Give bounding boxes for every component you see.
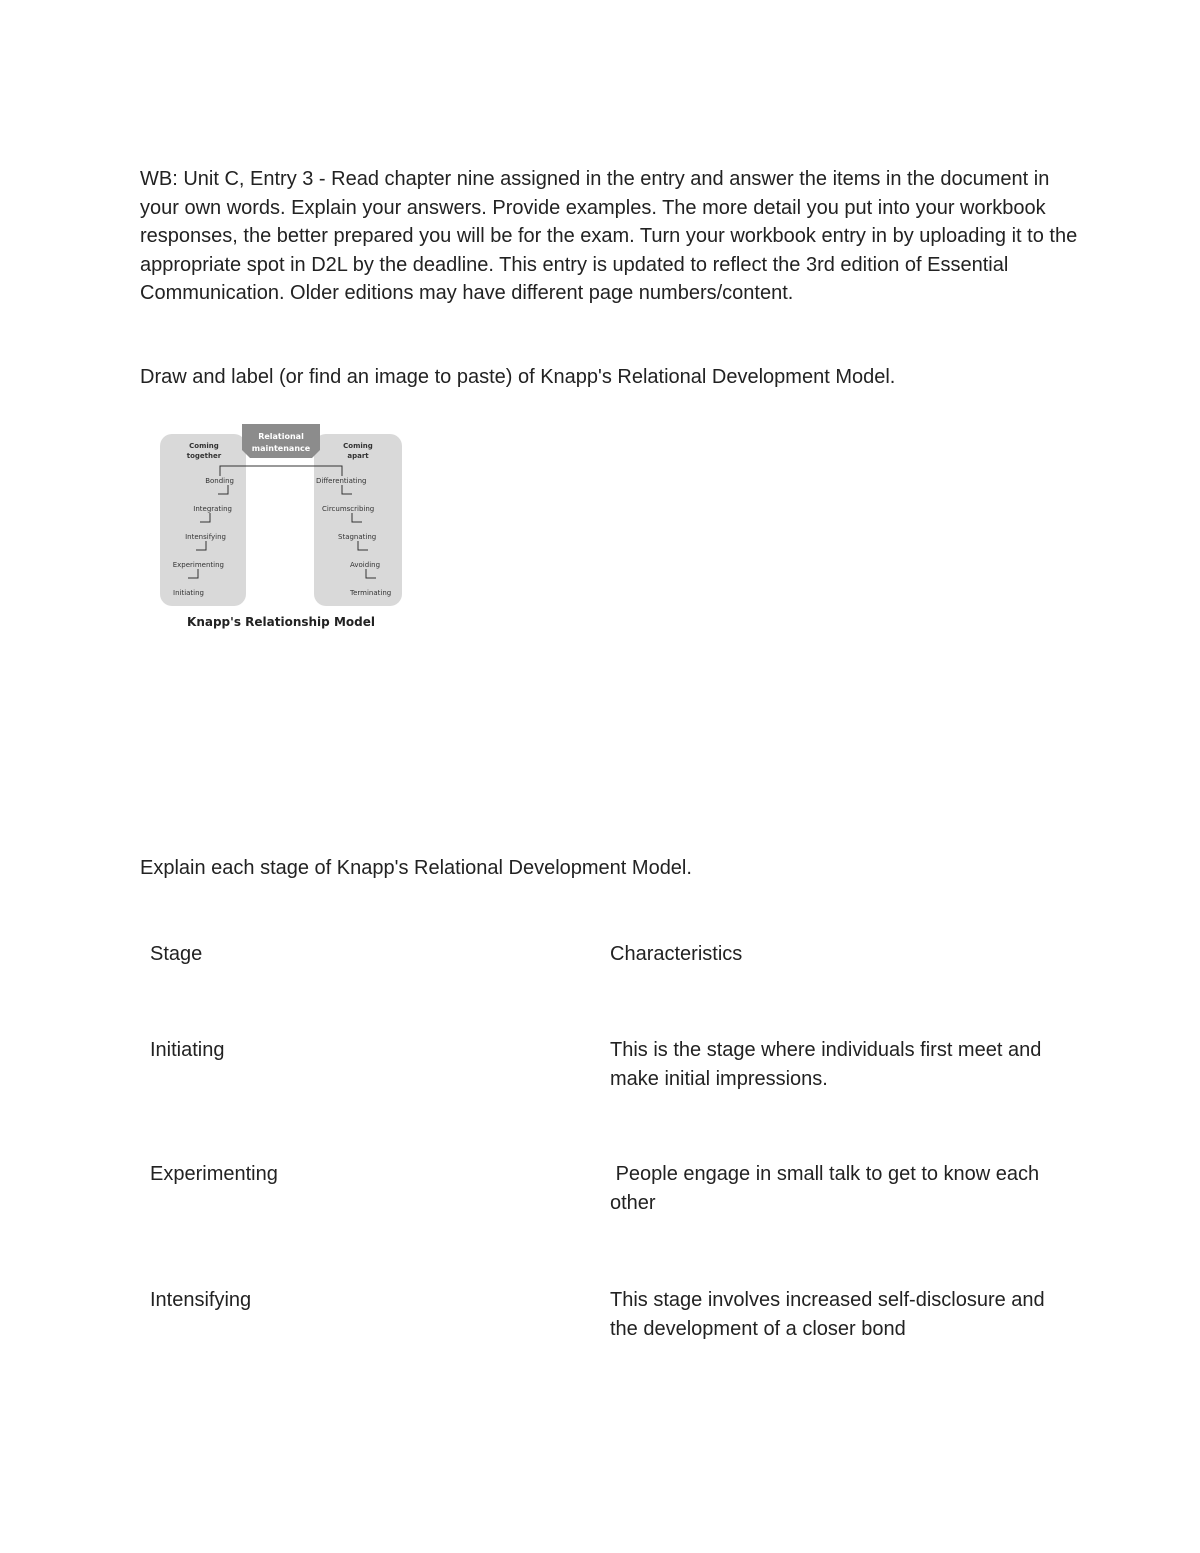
left-header-line1: Coming: [189, 442, 219, 450]
knapp-model-diagram: [156, 420, 406, 635]
figure-caption: Knapp's Relationship Model: [187, 615, 375, 629]
explain-prompt: Explain each stage of Knapp's Relational Development Model.: [140, 857, 692, 879]
draw-prompt: Draw and label (or find an image to paste) of Knapp's Relational Development Model.: [140, 366, 896, 388]
left-stage-4: Experimenting: [172, 561, 224, 569]
left-stage-5: Initiating: [173, 589, 204, 597]
header-stage: Stage: [150, 943, 203, 965]
right-header-line2: apart: [347, 452, 369, 460]
right-stage-4: Avoiding: [350, 561, 381, 569]
right-stage-3: Stagnating: [338, 533, 377, 541]
header-characteristics: Characteristics: [610, 943, 743, 965]
left-stage-3: Intensifying: [185, 533, 226, 541]
row-chars-experimenting: People engage in small talk to get to know each other: [610, 1163, 1045, 1214]
top-label-line2: maintenance: [251, 444, 311, 453]
row-stage-intensifying: Intensifying: [150, 1289, 252, 1311]
right-stage-1: Differentiating: [316, 477, 367, 485]
instructions-paragraph: WB: Unit C, Entry 3 - Read chapter nine assigned in the entry and answer the items in the document in your own words. Explain your answers. Provide examples. The more detail you put into your workbook responses, the better prepared you will be for the exam. Turn your workbook entry in by uploading it to the appropriate spot in D2L by the deadline. This entry is updated to reflect the 3rd edition of Essential Communication. Older editions may have different page numbers/content.: [140, 168, 1078, 305]
knapp-model-figure: [156, 420, 406, 635]
top-label-line1: Relational: [258, 432, 304, 441]
left-header-line2: together: [186, 452, 222, 460]
right-header-line1: Coming: [343, 442, 373, 450]
row-chars-initiating: This is the stage where individuals first meet and make initial impressions.: [610, 1039, 1042, 1090]
row-stage-experimenting: Experimenting: [150, 1163, 278, 1185]
left-stage-1: Bonding: [205, 477, 234, 485]
right-stage-5: Terminating: [350, 589, 392, 597]
row-chars-intensifying: This stage involves increased self-disclosure and the development of a closer bond: [610, 1289, 1045, 1340]
row-stage-initiating: Initiating: [150, 1039, 225, 1061]
left-stage-2: Integrating: [193, 505, 232, 513]
right-stage-2: Circumscribing: [322, 505, 375, 513]
